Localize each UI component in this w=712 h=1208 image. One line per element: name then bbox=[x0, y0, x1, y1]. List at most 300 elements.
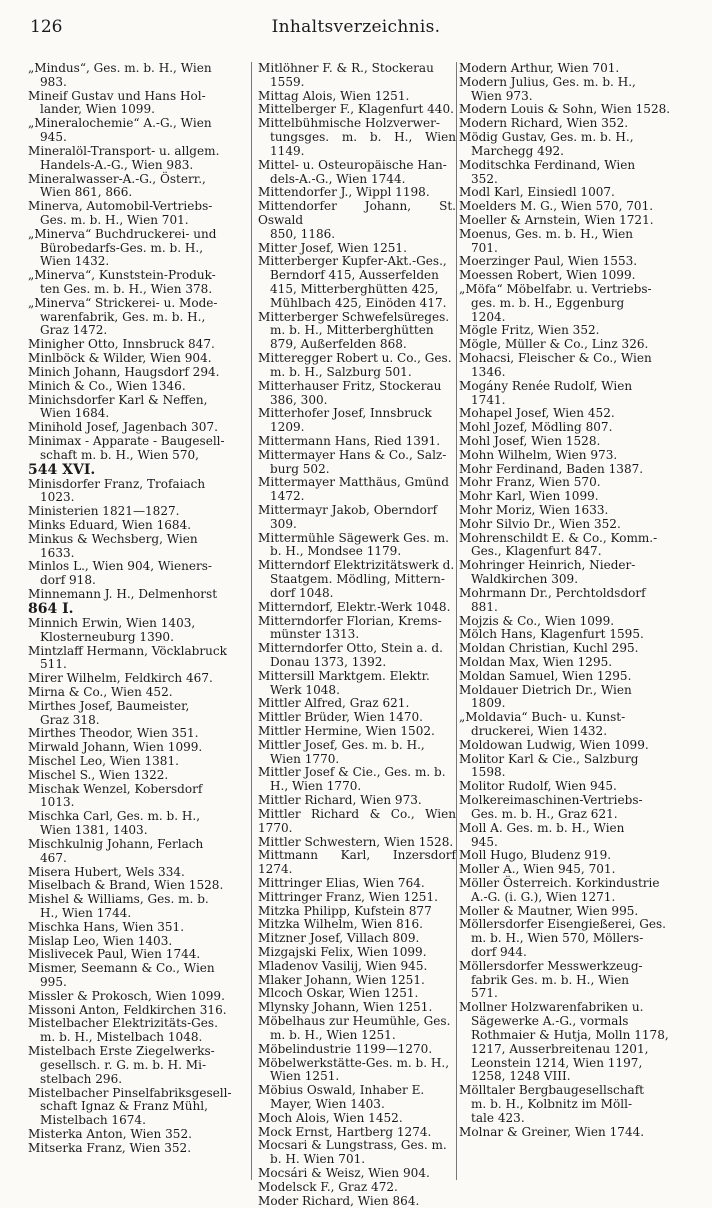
entry-heading: Mischel S., Wien 1322. bbox=[28, 767, 169, 782]
index-entry bbox=[258, 1015, 456, 1043]
entry-heading: Mogány Renée Rudolf, Wien bbox=[459, 378, 633, 393]
entry-continuation: Graz 1472. bbox=[40, 323, 108, 338]
index-entry bbox=[28, 173, 250, 201]
entry-heading: Mittermann Hans, Ried 1391. bbox=[258, 433, 441, 448]
entry-heading: Modelsck F., Graz 472. bbox=[258, 1179, 398, 1194]
entry-heading: Möbelwerkstätte-Ges. m. b. H., bbox=[258, 1055, 450, 1070]
index-entry bbox=[28, 617, 250, 645]
entry-heading: Mohr Silvio Dr., Wien 352. bbox=[459, 516, 621, 531]
entry-heading: Mineralwasser-A.-G., Österr., bbox=[28, 171, 206, 186]
index-entry bbox=[258, 808, 456, 836]
entry-continuation: stelbach 296. bbox=[40, 1071, 123, 1086]
entry-heading: Mittelbühmische Holzverwer- bbox=[258, 116, 440, 131]
entry-heading: Mittermayer Hans & Co., Salz- bbox=[258, 447, 447, 462]
index-entry bbox=[28, 505, 250, 519]
entry-heading: Mölch Hans, Klagenfurt 1595. bbox=[459, 627, 644, 642]
index-entry bbox=[28, 435, 250, 478]
entry-heading: Mitzka Wilhelm, Wien 816. bbox=[258, 917, 423, 932]
entry-heading: Mittmann Karl, Inzersdorf 1274. bbox=[258, 848, 456, 877]
entry-continuation: 1633. bbox=[40, 545, 75, 560]
entry-heading: Moll A. Ges. m. b. H., Wien bbox=[459, 820, 625, 835]
entry-continuation: m. b. H., Mitterberghütten bbox=[270, 323, 434, 338]
entry-heading: Mitterberger Schwefelsüreges. bbox=[258, 309, 450, 324]
entry-heading: „Mineralochemie“ A.-G., Wien bbox=[28, 116, 212, 131]
entry-continuation: dels-A.-G., Wien 1744. bbox=[270, 171, 406, 186]
entry-heading: Moditschka Ferdinand, Wien bbox=[459, 157, 636, 172]
entry-heading: Molitor Rudolf, Wien 945. bbox=[459, 779, 617, 794]
index-entry bbox=[258, 1139, 456, 1167]
index-entry bbox=[459, 863, 675, 877]
entry-heading: Mintzlaff Hermann, Vöcklabruck bbox=[28, 643, 227, 658]
entry-heading: Mittermühle Sägewerk Ges. m. bbox=[258, 530, 449, 545]
index-entry bbox=[28, 352, 250, 366]
index-entry bbox=[459, 338, 675, 352]
entry-continuation: ges. m. b. H., Eggenburg bbox=[471, 295, 625, 310]
index-entry bbox=[258, 103, 456, 117]
entry-heading: Mittelberger F., Klagenfurt 440. bbox=[258, 102, 454, 117]
entry-continuation: 1741. bbox=[471, 392, 506, 407]
entry-continuation: münster 1313. bbox=[270, 627, 360, 642]
index-entry bbox=[258, 117, 456, 158]
entry-continuation: H., Wien 1744. bbox=[40, 905, 132, 920]
index-entry bbox=[28, 810, 250, 838]
entry-heading: Möllersdorfer Messwerkzeug- bbox=[459, 958, 643, 973]
index-entry bbox=[459, 559, 675, 587]
entry-continuation: 1209. bbox=[270, 420, 305, 435]
index-entry bbox=[258, 311, 456, 352]
index-entry bbox=[258, 255, 456, 310]
entry-heading: Mohrenschildt E. & Co., Komm.- bbox=[459, 530, 658, 545]
entry-heading: Mitteregger Robert u. Co., Ges. bbox=[258, 351, 452, 366]
entry-continuation: Ges. m. b. H., Wien 701. bbox=[40, 212, 189, 227]
index-entry bbox=[459, 905, 675, 919]
index-entry bbox=[258, 905, 456, 919]
index-entry bbox=[258, 1057, 456, 1085]
entry-continuation: 1258, 1248 VIII. bbox=[471, 1069, 571, 1084]
index-entry bbox=[459, 656, 675, 670]
entry-heading: Mittendorfer J., Wippl 1198. bbox=[258, 185, 430, 200]
entry-heading: Mischel Leo, Wien 1381. bbox=[28, 754, 179, 768]
entry-heading: Mittler Richard, Wien 973. bbox=[258, 793, 422, 808]
entry-heading: Moller & Mautner, Wien 995. bbox=[459, 903, 639, 918]
index-entry bbox=[28, 948, 250, 962]
entry-heading: Mittersill Marktgem. Elektr. bbox=[258, 668, 430, 683]
entry-continuation: fabrik Ges. m. b. H., Wien bbox=[471, 972, 630, 987]
entry-continuation: 386, 300. bbox=[270, 392, 328, 407]
entry-heading: Minihold Josef, Jagenbach 307. bbox=[28, 420, 218, 435]
index-entry bbox=[258, 615, 456, 643]
index-entry bbox=[459, 463, 675, 477]
index-entry bbox=[459, 324, 675, 338]
entry-continuation: Wien 861, 866. bbox=[40, 185, 133, 200]
index-entry bbox=[28, 269, 250, 297]
entry-heading: Moller A., Wien 945, 701. bbox=[459, 862, 616, 877]
entry-heading: Mitterndorfer Otto, Stein a. d. bbox=[258, 641, 443, 656]
index-entry bbox=[459, 615, 675, 629]
entry-continuation: m. b. H., Mistelbach 1048. bbox=[40, 1030, 203, 1045]
index-entry bbox=[459, 117, 675, 131]
index-entry bbox=[28, 672, 250, 686]
entry-continuation: Graz 318. bbox=[40, 712, 100, 727]
index-entry bbox=[28, 935, 250, 949]
entry-heading: Mohr Moriz, Wien 1633. bbox=[459, 503, 609, 517]
entry-heading: Mölltaler Bergbaugesellschaft bbox=[459, 1083, 645, 1098]
index-entry bbox=[258, 90, 456, 104]
index-entry bbox=[258, 62, 456, 90]
index-entry bbox=[459, 753, 675, 781]
index-entry bbox=[258, 974, 456, 988]
entry-continuation: 511. bbox=[40, 657, 67, 672]
index-entry bbox=[459, 131, 675, 159]
entry-heading: Mögle Fritz, Wien 352. bbox=[459, 323, 600, 338]
entry-continuation: H., Wien 1770. bbox=[270, 779, 362, 794]
index-entry bbox=[258, 891, 456, 905]
entry-heading: Minichsdorfer Karl & Neffen, bbox=[28, 392, 208, 407]
entry-continuation: 571. bbox=[471, 986, 498, 1001]
entry-continuation: Wien 1770. bbox=[270, 751, 340, 766]
entry-heading: Mitterndorf, Elektr.-Werk 1048. bbox=[258, 599, 451, 614]
index-entry bbox=[258, 1167, 456, 1181]
index-entry bbox=[459, 407, 675, 421]
entry-heading: Molkereimaschinen-Vertriebs- bbox=[459, 793, 643, 808]
entry-continuation: 881. bbox=[471, 599, 498, 614]
entry-heading: Mitzner Josef, Villach 809. bbox=[258, 931, 420, 946]
entry-heading: Mirthes Theodor, Wien 351. bbox=[28, 726, 199, 741]
index-entry bbox=[28, 769, 250, 783]
entry-heading: Mojzis & Co., Wien 1099. bbox=[459, 613, 615, 628]
index-entry bbox=[28, 560, 250, 588]
index-entry bbox=[258, 1043, 456, 1057]
index-entry bbox=[258, 380, 456, 408]
index-entry bbox=[459, 103, 675, 117]
entry-heading: Moldan Max, Wien 1295. bbox=[459, 654, 613, 669]
entry-heading: Mödig Gustav, Ges. m. b. H., bbox=[459, 130, 634, 145]
entry-heading: Mittel- u. Osteuropäische Han- bbox=[258, 157, 447, 172]
entry-continuation: Handels-A.-G., Wien 983. bbox=[40, 157, 194, 172]
entry-continuation: 467. bbox=[40, 850, 67, 865]
entry-heading: Moldauer Dietrich Dr., Wien bbox=[459, 682, 632, 697]
index-entry bbox=[459, 780, 675, 794]
entry-heading: Mittag Alois, Wien 1251. bbox=[258, 88, 410, 103]
entry-heading: Moessen Robert, Wien 1099. bbox=[459, 268, 636, 283]
index-entry bbox=[459, 877, 675, 905]
index-entry bbox=[28, 990, 250, 1004]
entry-heading: Modern Julius, Ges. m. b. H., bbox=[459, 74, 636, 89]
index-entry bbox=[28, 838, 250, 866]
entry-heading: Moelders M. G., Wien 570, 701. bbox=[459, 199, 654, 214]
entry-continuation: 544 XVI. bbox=[28, 461, 96, 478]
entry-heading: Mitterhauser Fritz, Stockerau bbox=[258, 378, 442, 393]
entry-heading: Mirthes Josef, Baumeister, bbox=[28, 698, 190, 713]
entry-heading: Moldan Christian, Kuchl 295. bbox=[459, 641, 639, 656]
index-entry bbox=[459, 794, 675, 822]
index-entry bbox=[459, 228, 675, 256]
entry-heading: Mislivecek Paul, Wien 1744. bbox=[28, 947, 201, 962]
entry-heading: Mohr Karl, Wien 1099. bbox=[459, 489, 599, 504]
index-entry bbox=[459, 255, 675, 269]
entry-continuation: schaft m. b. H., Wien 570, bbox=[40, 447, 200, 462]
entry-heading: Mittler Brüder, Wien 1470. bbox=[258, 710, 423, 725]
entry-heading: Mohl Josef, Wien 1528. bbox=[459, 433, 601, 448]
entry-heading: Möller Österreich. Korkindustrie bbox=[459, 875, 660, 890]
entry-heading: Mlynsky Johann, Wien 1251. bbox=[258, 1000, 433, 1015]
entry-continuation: dorf 918. bbox=[40, 573, 96, 588]
index-entry bbox=[28, 62, 250, 90]
entry-heading: Mocsari & Lungstrass, Ges. m. bbox=[258, 1138, 447, 1153]
index-entry bbox=[28, 366, 250, 380]
entry-heading: Mögle, Müller & Co., Linz 326. bbox=[459, 337, 649, 352]
entry-heading: Mitterhofer Josef, Innsbruck bbox=[258, 406, 432, 421]
entry-heading: Mineif Gustav und Hans Hol- bbox=[28, 88, 206, 103]
entry-continuation: 1204. bbox=[471, 309, 506, 324]
entry-continuation: 1346. bbox=[471, 364, 506, 379]
index-column-1 bbox=[28, 62, 250, 1180]
entry-heading: „Minerva“ Buchdruckerei- und bbox=[28, 226, 217, 241]
entry-heading: Mittler Alfred, Graz 621. bbox=[258, 696, 410, 711]
entry-heading: Mohl Jozef, Mödling 807. bbox=[459, 420, 613, 435]
index-entry bbox=[28, 1087, 250, 1128]
entry-continuation: ten Ges. m. b. H., Wien 378. bbox=[40, 282, 213, 296]
entry-continuation: gesellsch. r. G. m. b. H. Mi- bbox=[40, 1057, 207, 1072]
index-entry bbox=[28, 380, 250, 394]
entry-heading: Modern Richard, Wien 352. bbox=[459, 116, 629, 131]
entry-heading: Minkus & Wechsberg, Wien bbox=[28, 531, 198, 546]
entry-heading: Moder Richard, Wien 864. bbox=[258, 1193, 420, 1208]
entry-heading: Mittler Richard & Co., Wien 1770. bbox=[258, 806, 456, 835]
entry-continuation: Bürobedarfs-Ges. m. b. H., bbox=[40, 240, 204, 255]
index-entry bbox=[258, 435, 456, 449]
entry-continuation: 1559. bbox=[270, 74, 305, 89]
index-entry bbox=[459, 960, 675, 1001]
entry-continuation: 1013. bbox=[40, 795, 75, 810]
entry-heading: Mischka Carl, Ges. m. b. H., bbox=[28, 809, 201, 824]
index-entry bbox=[258, 739, 456, 767]
index-entry bbox=[258, 794, 456, 808]
index-entry bbox=[28, 686, 250, 700]
entry-heading: Modern Arthur, Wien 701. bbox=[459, 61, 620, 75]
entry-heading: Moeller & Arnstein, Wien 1721. bbox=[459, 212, 654, 227]
index-entry bbox=[459, 532, 675, 560]
entry-heading: „Minerva“, Kunststein-Produk- bbox=[28, 268, 216, 283]
index-entry bbox=[28, 1004, 250, 1018]
index-entry bbox=[459, 1126, 675, 1140]
index-entry bbox=[28, 1142, 250, 1156]
index-entry bbox=[28, 921, 250, 935]
index-entry bbox=[459, 684, 675, 712]
entry-heading: Misterka Anton, Wien 352. bbox=[28, 1126, 192, 1141]
index-entry bbox=[459, 435, 675, 449]
entry-heading: Minich Johann, Haugsdorf 294. bbox=[28, 364, 220, 379]
index-entry bbox=[459, 518, 675, 532]
entry-continuation: 983. bbox=[40, 74, 67, 89]
index-entry bbox=[459, 76, 675, 104]
entry-heading: Mlaker Johann, Wien 1251. bbox=[258, 972, 425, 987]
index-entry bbox=[459, 352, 675, 380]
index-entry bbox=[459, 628, 675, 642]
entry-continuation: 701. bbox=[471, 240, 498, 255]
index-column-2 bbox=[258, 61, 456, 1208]
entry-continuation: 352. bbox=[471, 171, 498, 186]
entry-heading: Mittermayer Matthäus, Gmünd bbox=[258, 475, 449, 490]
index-entry bbox=[28, 145, 250, 173]
entry-continuation: dorf 1048. bbox=[270, 585, 334, 600]
index-entry bbox=[258, 186, 456, 200]
entry-heading: Möbelindustrie 1199—1270. bbox=[258, 1041, 433, 1056]
entry-heading: Möllersdorfer Eisengießerei, Ges. bbox=[459, 917, 667, 932]
index-entry bbox=[459, 449, 675, 463]
column-divider bbox=[456, 62, 457, 1180]
entry-heading: Mittler Hermine, Wien 1502. bbox=[258, 724, 435, 738]
entry-heading: „Minerva“ Strickerei- u. Mode- bbox=[28, 295, 218, 310]
index-entry bbox=[459, 587, 675, 615]
entry-heading: Moerzinger Paul, Wien 1553. bbox=[459, 254, 638, 269]
index-entry bbox=[459, 739, 675, 753]
entry-continuation: Leonstein 1214, Wien 1197, bbox=[471, 1055, 643, 1070]
entry-continuation: Waldkirchen 309. bbox=[471, 572, 579, 587]
entry-heading: „Mindus“, Ges. m. b. H., Wien bbox=[28, 61, 212, 75]
entry-continuation: Donau 1373, 1392. bbox=[270, 654, 387, 669]
entry-heading: Minich & Co., Wien 1346. bbox=[28, 378, 186, 393]
entry-continuation: Wien 1684. bbox=[40, 406, 110, 421]
index-entry bbox=[258, 601, 456, 615]
entry-continuation: Werk 1048. bbox=[270, 682, 340, 697]
index-entry bbox=[258, 932, 456, 946]
index-entry bbox=[459, 421, 675, 435]
index-entry bbox=[258, 836, 456, 850]
column-divider bbox=[251, 62, 252, 1180]
entry-heading: Mitzka Philipp, Kufstein 877 bbox=[258, 903, 432, 918]
entry-heading: Mischak Wenzel, Kobersdorf bbox=[28, 781, 203, 796]
index-entry bbox=[28, 533, 250, 561]
entry-heading: Modl Karl, Einsiedl 1007. bbox=[459, 185, 615, 200]
entry-continuation: Marchegg 492. bbox=[471, 143, 564, 158]
entry-continuation: Sägewerke A.-G., vormals bbox=[471, 1014, 629, 1029]
entry-heading: Mitterndorf Elektrizitätswerk d. bbox=[258, 558, 455, 573]
entry-continuation: Wien 1251. bbox=[270, 1069, 340, 1084]
entry-heading: Mittringer Franz, Wien 1251. bbox=[258, 889, 438, 904]
entry-heading: Mitlöhner F. & R., Stockerau bbox=[258, 61, 434, 75]
index-entry bbox=[258, 200, 456, 241]
entry-heading: Mistelbach Erste Ziegelwerks- bbox=[28, 1044, 215, 1059]
entry-heading: „Moldavia“ Buch- u. Kunst- bbox=[459, 710, 626, 725]
entry-heading: Mirwald Johann, Wien 1099. bbox=[28, 740, 203, 755]
index-entry bbox=[258, 532, 456, 560]
entry-heading: Mohacsi, Fleischer & Co., Wien bbox=[459, 351, 652, 366]
index-entry bbox=[28, 421, 250, 435]
index-entry bbox=[258, 407, 456, 435]
entry-heading: Minimax - Apparate - Baugesell- bbox=[28, 433, 225, 448]
entry-continuation: Wien 1381, 1403. bbox=[40, 823, 148, 838]
entry-heading: Mischkulnig Johann, Ferlach bbox=[28, 836, 204, 851]
index-column-3 bbox=[459, 62, 675, 1180]
index-entry bbox=[459, 490, 675, 504]
entry-heading: Minnemann J. H., Delmenhorst bbox=[28, 587, 218, 602]
index-entry bbox=[28, 727, 250, 741]
index-entry bbox=[28, 117, 250, 145]
entry-heading: Molnar & Greiner, Wien 1744. bbox=[459, 1124, 645, 1139]
entry-heading: Mladenov Vasilij, Wien 945. bbox=[258, 958, 428, 973]
index-entry bbox=[28, 588, 250, 617]
index-entry bbox=[28, 755, 250, 769]
index-entry bbox=[258, 849, 456, 877]
entry-heading: Möbelhaus zur Heumühle, Ges. bbox=[258, 1014, 451, 1029]
entry-continuation: schaft Ignaz & Franz Mühl, bbox=[40, 1099, 208, 1114]
entry-continuation: Mühlbach 425, Einöden 417. bbox=[270, 295, 447, 310]
index-entry bbox=[459, 283, 675, 324]
entry-heading: Mohr Franz, Wien 570. bbox=[459, 475, 601, 490]
index-entry bbox=[28, 1017, 250, 1045]
index-entry bbox=[459, 1084, 675, 1125]
index-entry bbox=[459, 62, 675, 76]
entry-heading: Mitterberger Kupfer-Akt.-Ges., bbox=[258, 254, 447, 269]
index-entry bbox=[459, 380, 675, 408]
index-entry bbox=[459, 918, 675, 959]
entry-heading: Mistelbacher Pinselfabriksgesell- bbox=[28, 1085, 232, 1100]
entry-continuation: A.-G. (i. G.), Wien 1271. bbox=[471, 889, 616, 904]
entry-heading: Mislap Leo, Wien 1403. bbox=[28, 933, 173, 948]
index-entry bbox=[459, 159, 675, 187]
entry-heading: Mohn Wilhelm, Wien 973. bbox=[459, 447, 618, 462]
index-entry bbox=[258, 449, 456, 477]
index-entry bbox=[258, 1084, 456, 1112]
entry-heading: Mittler Schwestern, Wien 1528. bbox=[258, 834, 454, 849]
entry-heading: Mohapel Josef, Wien 452. bbox=[459, 406, 615, 421]
entry-continuation: 850, 1186. bbox=[270, 226, 336, 241]
index-entry bbox=[28, 700, 250, 728]
entry-continuation: m. b. H., Salzburg 501. bbox=[270, 364, 412, 379]
entry-continuation: Ges., Klagenfurt 847. bbox=[471, 544, 602, 559]
entry-heading: Minisdorfer Franz, Trofaiach bbox=[28, 476, 206, 491]
index-entry bbox=[258, 476, 456, 504]
entry-continuation: druckerei, Wien 1432. bbox=[471, 724, 608, 738]
index-entry bbox=[459, 186, 675, 200]
index-entry bbox=[28, 879, 250, 893]
entry-heading: Mittler Josef, Ges. m. b. H., bbox=[258, 737, 425, 752]
index-entry bbox=[459, 504, 675, 518]
index-entry bbox=[258, 504, 456, 532]
entry-heading: Mirna & Co., Wien 452. bbox=[28, 684, 173, 699]
entry-heading: Mohrmann Dr., Perchtoldsdorf bbox=[459, 585, 646, 600]
entry-heading: Minks Eduard, Wien 1684. bbox=[28, 518, 192, 532]
index-entry bbox=[258, 946, 456, 960]
entry-heading: Mlcoch Oskar, Wien 1251. bbox=[258, 986, 419, 1001]
entry-heading: Misera Hubert, Wels 334. bbox=[28, 864, 185, 879]
index-entry bbox=[459, 214, 675, 228]
entry-continuation: 1472. bbox=[270, 489, 305, 504]
entry-heading: Mittendorfer Johann, St. Oswald bbox=[258, 199, 456, 227]
entry-continuation: Staatgem. Mödling, Mittern- bbox=[270, 572, 445, 587]
entry-heading: Mitter Josef, Wien 1251. bbox=[258, 240, 407, 255]
entry-continuation: 1023. bbox=[40, 490, 75, 505]
index-entry bbox=[28, 866, 250, 880]
index-entry bbox=[28, 338, 250, 352]
index-entry bbox=[258, 1001, 456, 1015]
index-entry bbox=[28, 962, 250, 990]
entry-continuation: 945. bbox=[471, 834, 498, 849]
index-entry bbox=[258, 1112, 456, 1126]
index-entry bbox=[28, 478, 250, 506]
entry-heading: Missler & Prokosch, Wien 1099. bbox=[28, 988, 225, 1003]
entry-continuation: 864 I. bbox=[28, 600, 74, 617]
entry-continuation: warenfabrik, Ges. m. b. H., bbox=[40, 309, 206, 324]
entry-continuation: Rothmaier & Hutja, Molln 1178, bbox=[471, 1027, 669, 1042]
entry-continuation: tungsges. m. b. H., Wien 1149. bbox=[270, 130, 456, 158]
index-entry bbox=[258, 159, 456, 187]
index-entry bbox=[28, 1128, 250, 1142]
entry-heading: „Möfa“ Möbelfabr. u. Vertriebs- bbox=[459, 282, 652, 296]
entry-heading: Moldowan Ludwig, Wien 1099. bbox=[459, 737, 649, 752]
entry-heading: Mittringer Elias, Wien 764. bbox=[258, 875, 425, 890]
